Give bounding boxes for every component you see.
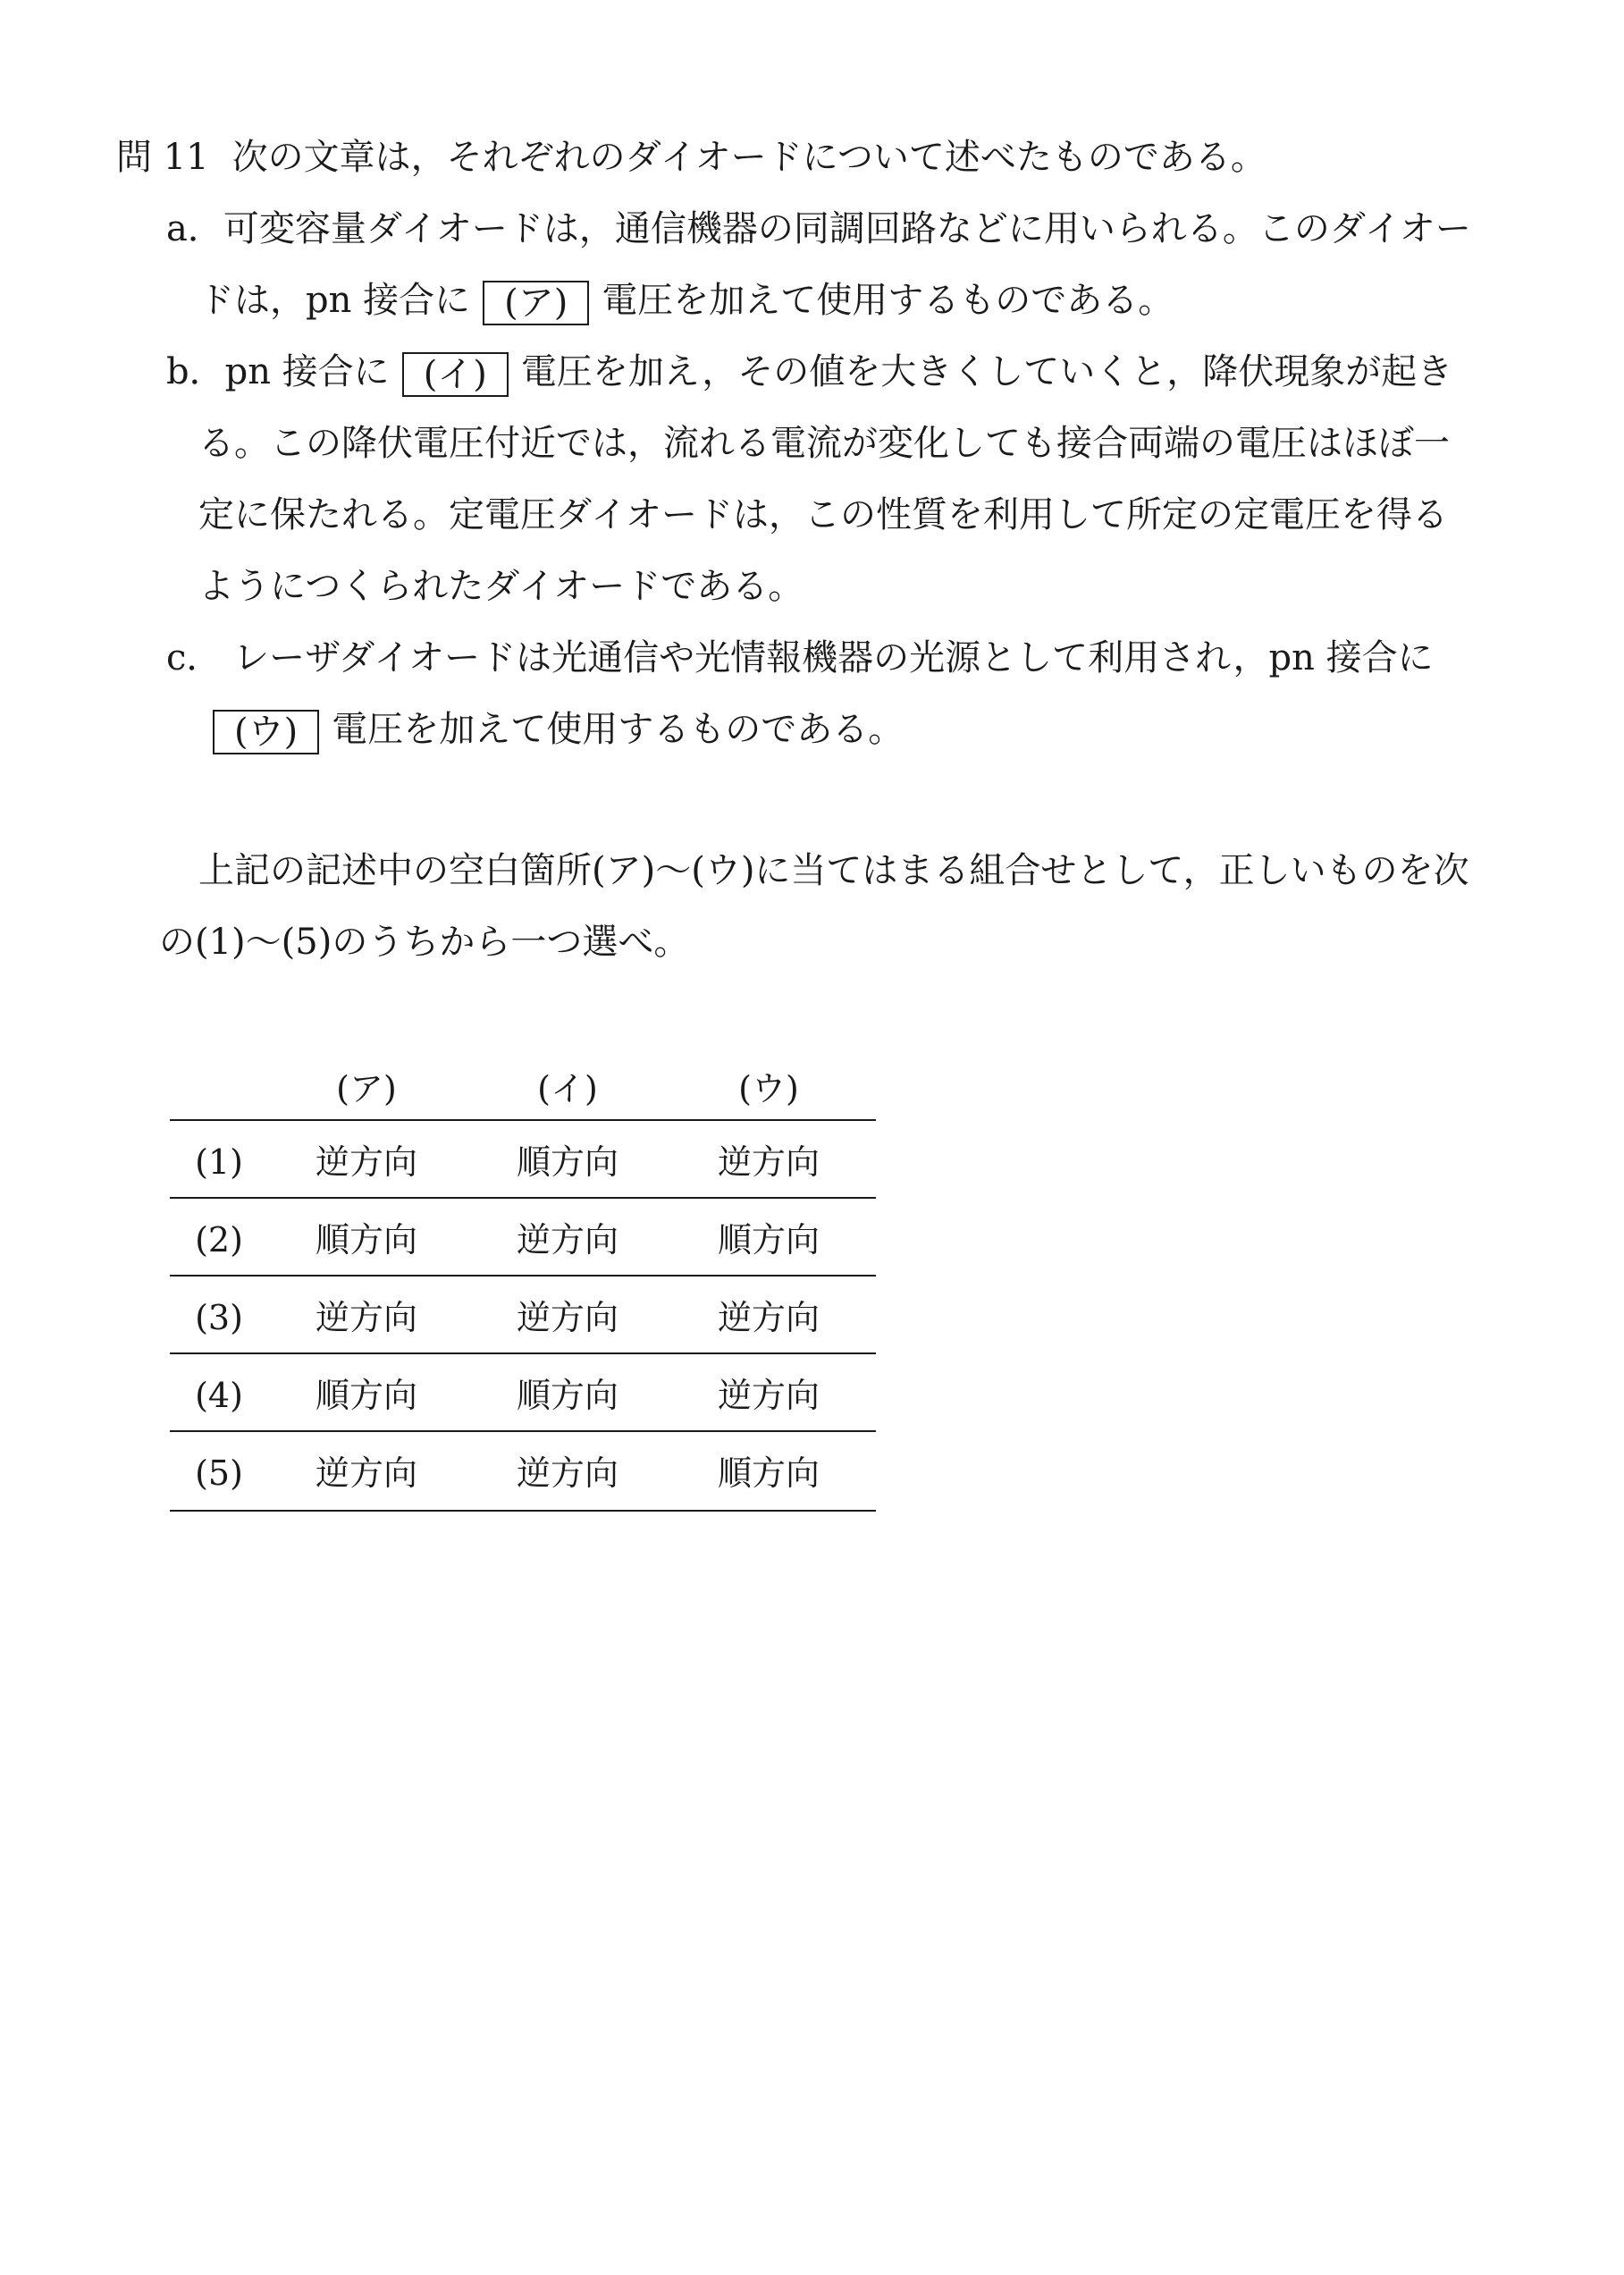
table-rule [170, 1510, 876, 1512]
row-number: (1) [195, 1142, 243, 1182]
para-b-line1-post: 電圧を加え，その値を大きくしていくと，降伏現象が起き [520, 351, 1453, 392]
row-option-a: 順方向 [315, 1376, 417, 1415]
para-a-line2-pre: ドは，pn 接合に [198, 280, 471, 321]
row-option-b: 逆方向 [516, 1298, 618, 1337]
row-option-c: 逆方向 [717, 1376, 820, 1415]
para-c-line2 [198, 704, 904, 754]
row-option-a: 逆方向 [315, 1298, 417, 1337]
row-number: (2) [195, 1220, 243, 1260]
para-a-line2-post: 電圧を加えて使用するものである。 [602, 280, 1174, 321]
instruction-line2: の(1)～(5)のうちから一つ選べ。 [159, 922, 690, 963]
table-rule [170, 1197, 876, 1199]
para-b-line3: 定に保たれる。定電圧ダイオードは，この性質を利用して所定の定電圧を得る [198, 494, 1448, 535]
para-a-line2 [198, 275, 1174, 325]
row-option-b: 順方向 [516, 1376, 618, 1415]
question-number: 問 11 [116, 137, 209, 178]
row-number: (4) [195, 1376, 243, 1415]
blank-a: (ア) [483, 281, 589, 325]
row-option-a: 逆方向 [315, 1453, 417, 1493]
row-number: (3) [195, 1298, 243, 1337]
row-number: (5) [195, 1453, 243, 1493]
instruction-line1: 上記の記述中の空白箇所(ア)～(ウ)に当てはまる組合せとして，正しいものを次 [198, 850, 1469, 891]
para-b-line4: ようにつくられたダイオードである。 [198, 566, 804, 607]
para-b-line1 [166, 347, 1452, 397]
question-intro: 次の文章は，それぞれのダイオードについて述べたものである。 [231, 137, 1266, 178]
table-rule [170, 1352, 876, 1354]
row-option-a: 順方向 [315, 1220, 417, 1260]
table-rule [170, 1430, 876, 1432]
row-option-c: 逆方向 [717, 1298, 820, 1337]
para-b-line2: る。この降伏電圧付近では，流れる電流が変化しても接合両端の電圧はほぼ一 [198, 423, 1450, 464]
para-b-line1-pre: b．pn 接合に [166, 351, 390, 392]
table-rule [170, 1275, 876, 1277]
para-a-line1: a．可変容量ダイオードは，通信機器の同調回路などに用いられる。このダイオー [166, 208, 1471, 249]
table-header-a: (ア) [336, 1069, 397, 1108]
blank-b: (イ) [402, 352, 509, 397]
table-header-b: (イ) [537, 1069, 598, 1108]
row-option-c: 順方向 [717, 1220, 820, 1260]
row-option-b: 順方向 [516, 1142, 618, 1182]
row-option-b: 逆方向 [516, 1453, 618, 1493]
table-header-c: (ウ) [738, 1069, 799, 1108]
question-heading [116, 132, 1266, 182]
table-rule [170, 1119, 876, 1121]
para-c-line2-post: 電圧を加えて使用するものである。 [332, 709, 905, 750]
blank-c: (ウ) [213, 710, 319, 754]
row-option-c: 逆方向 [717, 1142, 820, 1182]
para-c-line1: c． レーザダイオードは光通信や光情報機器の光源として利用され，pn 接合に [166, 637, 1434, 678]
row-option-b: 逆方向 [516, 1220, 618, 1260]
row-option-a: 逆方向 [315, 1142, 417, 1182]
row-option-c: 順方向 [717, 1453, 820, 1493]
